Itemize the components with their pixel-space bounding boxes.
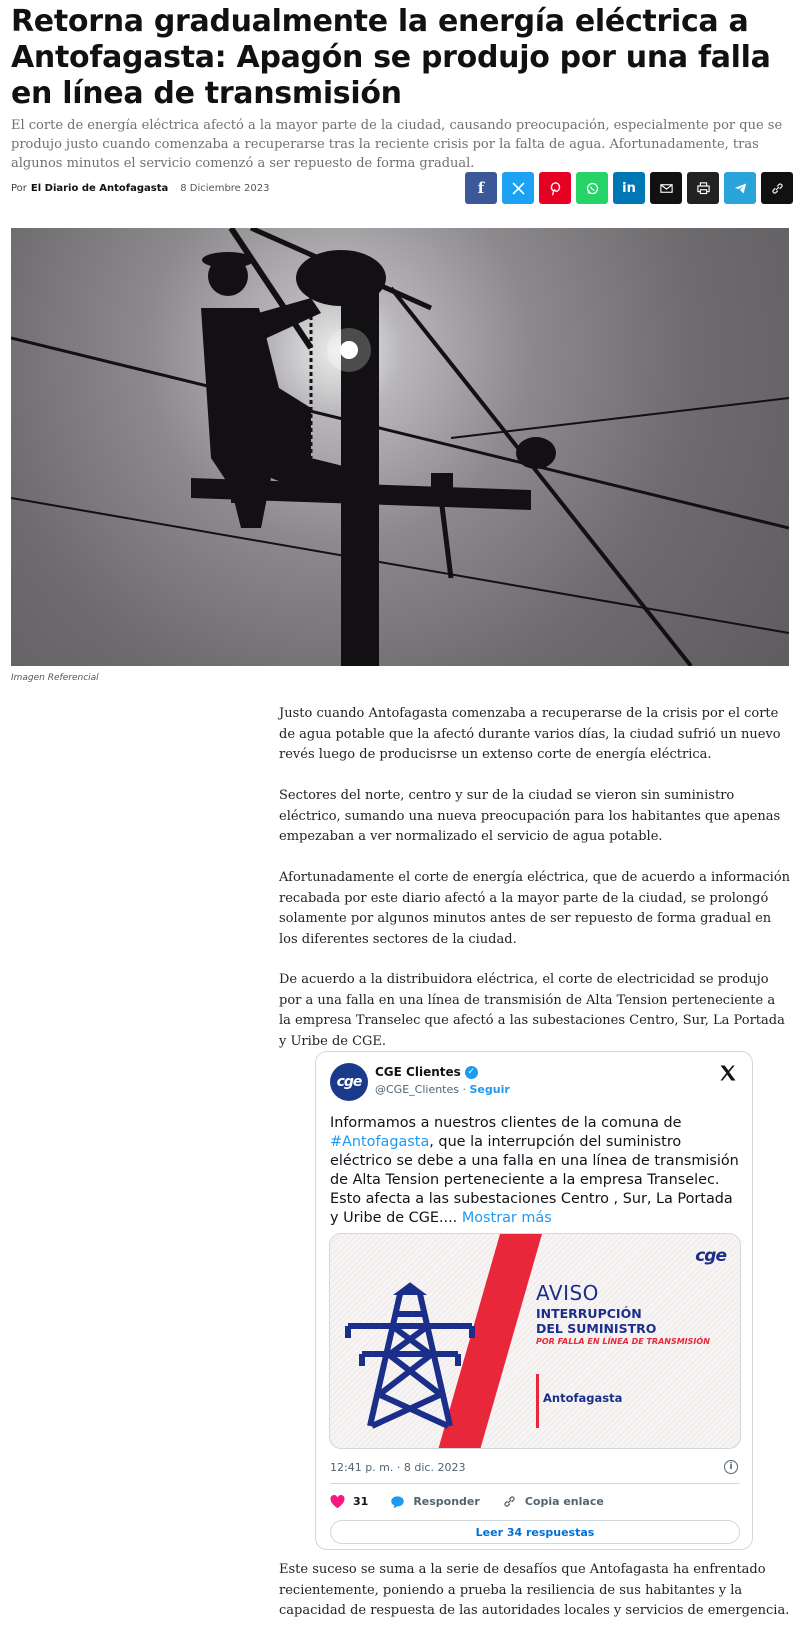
- x-logo-icon[interactable]: [718, 1063, 738, 1083]
- tweet-author-name[interactable]: CGE Clientes: [375, 1065, 461, 1079]
- tweet-avatar[interactable]: cge: [330, 1063, 368, 1101]
- reply-label: Responder: [413, 1495, 480, 1508]
- show-more-link[interactable]: Mostrar más: [461, 1210, 552, 1226]
- share-bar: [465, 172, 793, 204]
- share-pinterest-button[interactable]: [539, 172, 571, 204]
- read-replies-button[interactable]: Leer 34 respuestas: [330, 1520, 740, 1544]
- publish-date: 8 Diciembre 2023: [180, 183, 270, 194]
- follow-button[interactable]: Seguir: [469, 1083, 510, 1096]
- share-facebook-button[interactable]: [465, 172, 497, 204]
- handle-separator: ·: [459, 1083, 470, 1096]
- heart-icon: [330, 1495, 345, 1509]
- link-icon: [770, 181, 785, 196]
- article-summary: El corte de energía eléctrica afectó a la mayor parte de la ciudad, causando preocupación, especialmente por que se produjo justo cuando comenzaba a recuperarse tras la reciente crisis por la falta de agua. Afortunadamente, tras algunos minutos el servicio comenzó a ser repuesto de forma gradual.: [11, 118, 783, 171]
- red-diagonal-stripe: [438, 1234, 542, 1449]
- x-icon: [511, 181, 526, 196]
- telegram-icon: [733, 181, 748, 196]
- linkedin-icon: in: [622, 180, 636, 196]
- tweet-text-end: , que la interrupción del suministro eléctrico se debe a una falla en una línea de transmisión de Alta Tension perteneciente a la empresa Transelec. Esto afecta a las subestaciones Centro , Sur, La Portada y Uribe de CGE....: [330, 1134, 739, 1226]
- info-icon[interactable]: i: [724, 1460, 738, 1474]
- card-title-line2: DEL SUMINISTRO: [536, 1321, 657, 1336]
- tweet-text-start: Informamos a nuestros clientes de la comuna de: [330, 1115, 682, 1131]
- tweet-handle-row: [375, 1083, 510, 1096]
- tweet-media-card[interactable]: [329, 1233, 741, 1449]
- whatsapp-icon: [585, 181, 600, 196]
- paragraph-2: Sectores del norte, centro y sur de la ciudad se vieron sin suministro eléctrico, sumando una nueva preocupación para los habitantes que apenas empezaban a ver normalizado el servicio de agua potable.: [279, 788, 781, 844]
- reply-bubble-icon: [390, 1495, 405, 1509]
- paragraph-4: De acuerdo a la distribuidora eléctrica, el corte de electricidad se produjo por a una falla en una línea de transmisión de Alta Tension perteneciente a la empresa Transelec que afectó a las subestaciones Centro, Sur, La Portada y Uribe de CGE.: [279, 972, 785, 1049]
- tweet-timestamp[interactable]: 12:41 p. m. · 8 dic. 2023: [330, 1461, 466, 1474]
- hashtag-link[interactable]: #Antofagasta: [330, 1134, 430, 1150]
- share-x-button[interactable]: [502, 172, 534, 204]
- card-accent-bar: [536, 1374, 539, 1428]
- reply-button[interactable]: [390, 1495, 480, 1509]
- card-subtitle: POR FALLA EN LÍNEA DE TRANSMISIÓN: [536, 1337, 710, 1346]
- share-whatsapp-button[interactable]: [576, 172, 608, 204]
- share-email-button[interactable]: [650, 172, 682, 204]
- tweet-text: [330, 1114, 742, 1228]
- share-telegram-button[interactable]: [724, 172, 756, 204]
- image-caption: Imagen Referencial: [11, 673, 99, 683]
- by-label: Por: [11, 183, 27, 194]
- facebook-icon: f: [477, 179, 485, 197]
- card-aviso: AVISO: [536, 1281, 599, 1305]
- copy-link-button[interactable]: [761, 172, 793, 204]
- copy-link-label: Copia enlace: [524, 1495, 604, 1508]
- paragraph-3: Afortunadamente el corte de energía eléctrica, que de acuerdo a información recabada por este diario afectó a la mayor parte de la ciudad, se prolongó solamente por algunos minutos antes de ser repuesto de forma gradual en los diferentes sectores de la ciudad.: [279, 870, 791, 947]
- article-title: Retorna gradualmente la energía eléctrica a Antofagasta: Apagón se produjo por una falla en línea de transmisión: [11, 4, 771, 111]
- author-link[interactable]: El Diario de Antofagasta: [30, 183, 169, 194]
- lineman-silhouette-illustration: [11, 228, 789, 666]
- copy-link-tweet-button[interactable]: [502, 1494, 604, 1509]
- print-button[interactable]: [687, 172, 719, 204]
- paragraph-5: Este suceso se suma a la serie de desafíos que Antofagasta ha enfrentado recientemente, poniendo a prueba la resiliencia de sus habitantes y la capacidad de respuesta de las autoridades locales y servicios de emergencia.: [279, 1562, 790, 1618]
- tweet-actions: [330, 1494, 626, 1509]
- card-cge-logo: cge: [695, 1246, 726, 1266]
- card-title-line1: INTERRUPCIÓN: [536, 1306, 642, 1321]
- byline: [11, 183, 269, 194]
- card-city: Antofagasta: [543, 1391, 623, 1405]
- paragraph-1: Justo cuando Antofagasta comenzaba a recuperarse de la crisis por el corte de agua potable que la afectó durante varios días, la ciudad sufrió un nuevo revés luego de producisrse un extenso corte de energía eléctrica.: [279, 706, 781, 762]
- like-button[interactable]: [330, 1495, 368, 1509]
- share-linkedin-button[interactable]: [613, 172, 645, 204]
- card-title: [536, 1306, 656, 1336]
- link-chain-icon: [502, 1494, 517, 1509]
- verified-badge-icon: ✓: [465, 1066, 478, 1079]
- print-icon: [696, 181, 711, 196]
- pinterest-icon: [548, 181, 563, 196]
- email-icon: [659, 181, 674, 196]
- tweet-author[interactable]: [375, 1065, 478, 1079]
- tweet-handle[interactable]: @CGE_Clientes: [375, 1083, 459, 1096]
- embedded-tweet: [315, 1051, 753, 1550]
- tweet-divider: [330, 1483, 740, 1484]
- hero-image: [11, 228, 789, 666]
- like-count: 31: [353, 1495, 369, 1508]
